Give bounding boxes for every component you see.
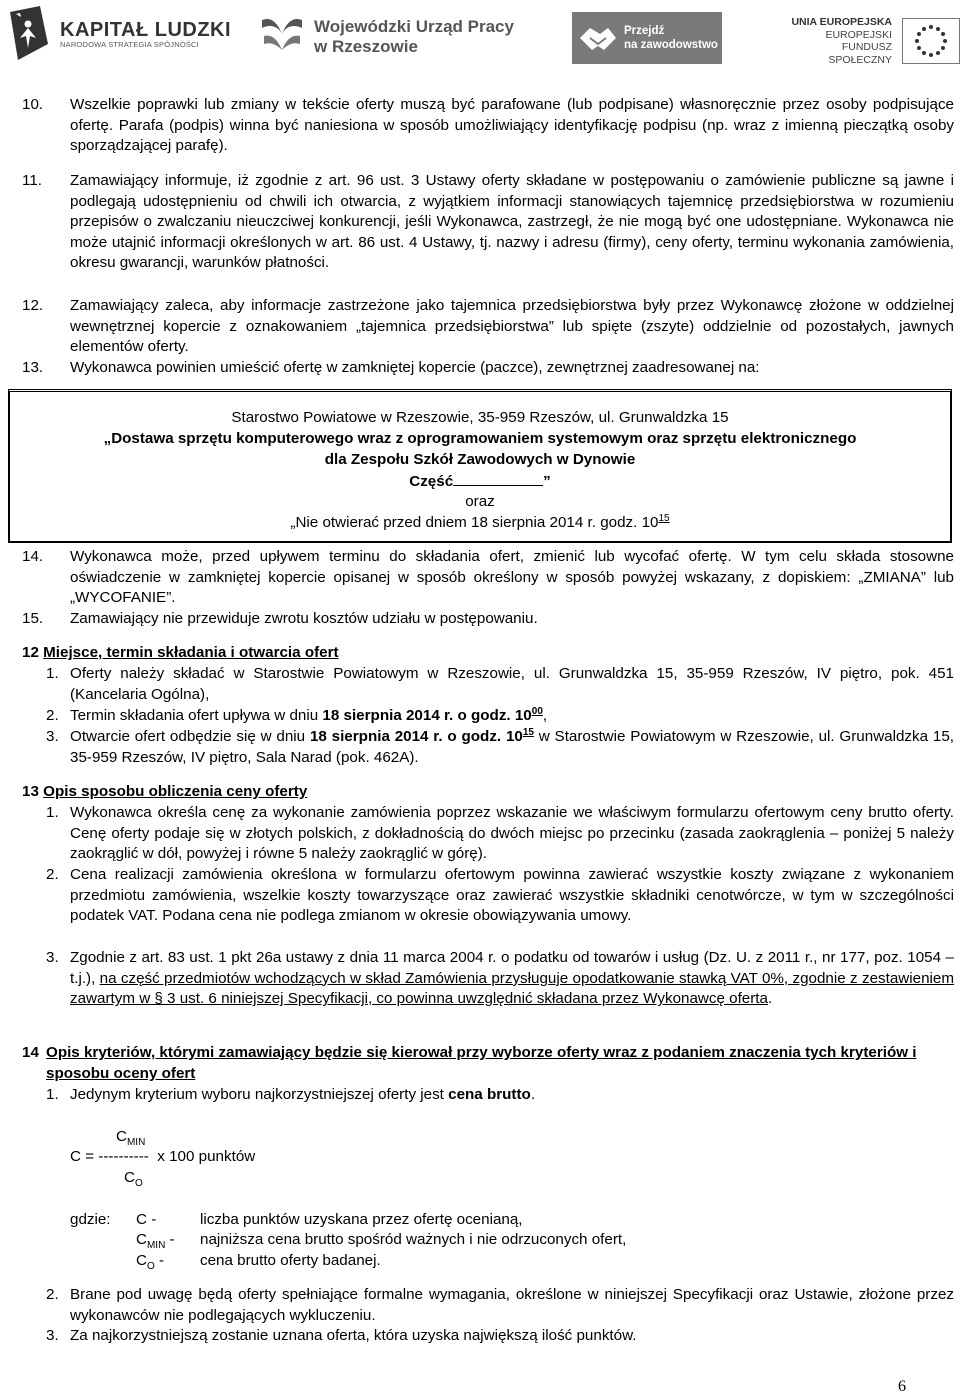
list-number: 15. [22, 610, 44, 627]
section-title: Miejsce, termin składania i otwarcia ofert [43, 644, 339, 661]
formula-c: C [124, 1169, 135, 1186]
list-number: 3. [46, 1327, 59, 1344]
kapital-ludzki-title: KAPITAŁ LUDZKI [60, 18, 232, 41]
vat-post: . [767, 990, 773, 1008]
list-number: 12. [22, 297, 44, 314]
section-number: 14 [22, 1044, 39, 1061]
section-14-item-3 [46, 1326, 954, 1347]
envelope-notice-sup: 15 [658, 512, 670, 524]
pnz-line2: na zawodowstwo [624, 39, 718, 51]
list-text: Brane pod uwagę będą oferty spełniające formalne wymagania, określone w niniejszej Specyfikacji oraz Ustawie, złożone przez wykonawców nie podlegających wykluczeniu. [70, 1286, 954, 1324]
section-14-heading [22, 1043, 954, 1084]
formula-sub: O [134, 1178, 143, 1190]
eu-line3: FUNDUSZ SPOŁECZNY [828, 41, 892, 66]
eu-flag-icon [902, 18, 960, 64]
formula-equation: C = ---------- x 100 punktów [70, 1148, 256, 1165]
page-header [0, 0, 960, 85]
envelope-notice-text: „Nie otwierać przed dniem 18 sierpnia 2014 r. godz. 10 [290, 514, 659, 531]
wup-line2: w Rzeszowie [314, 37, 418, 56]
list-number: 10. [22, 96, 44, 113]
envelope-label-box [8, 389, 952, 543]
section-12-item-3 [46, 727, 954, 768]
formula-sub: MIN [126, 1137, 146, 1149]
envelope-part-blank [453, 471, 543, 486]
kapital-ludzki-subtitle: NARODOWA STRATEGIA SPÓJNOŚCI [60, 39, 199, 49]
legend-dash: - [154, 1252, 165, 1269]
eu-logo [780, 16, 960, 66]
list-number: 1. [46, 804, 59, 821]
section-number: 12 [22, 644, 39, 661]
criterion-text: Jedynym kryterium wyboru najkorzystniejszej oferty jest [70, 1086, 449, 1103]
vat-text: Zgodnie z art. 83 ust. 1 pkt 26a ustawy z dnia 11 marca 2004 r. o podatku od towarów i usług (Dz. U. z 2011 r., nr 177, poz. 1054 – t.j.), [70, 949, 954, 987]
envelope-title-line1: „Dostawa sprzętu komputerowego wraz z oprogramowaniem systemowym oraz sprzętu elektronicznego [103, 430, 857, 447]
section-title: Opis kryteriów, którymi zamawiający będzie się kierował przy wyborze oferty wraz z podaniem znaczenia tych kryteriów i sposobu oceny ofert [46, 1044, 917, 1082]
section-13-item-1 [46, 803, 954, 865]
list-text: Wykonawca powinien umieścić ofertę w zamkniętej kopercie (paczce), zewnętrznej zaadresowanej na: [70, 359, 760, 376]
legend-desc-3: cena brutto oferty badanej. [200, 1252, 381, 1269]
opening-minutes: 15 [522, 726, 534, 738]
przejdz-na-zawodowstwo-logo [572, 12, 722, 64]
eu-line1: UNIA EUROPEJSKA [791, 16, 892, 28]
envelope-part [10, 471, 950, 492]
deadline-date: 18 sierpnia 2014 r. o godz. 10 [322, 707, 532, 724]
deadline-text: Termin składania ofert upływa w dniu [70, 707, 323, 724]
section-13-item-2 [46, 865, 954, 927]
page-number: 6 [898, 1378, 906, 1395]
legend-desc-2: najniższa cena brutto spośród ważnych i nie odrzuconych ofert, [200, 1231, 627, 1248]
envelope-title-line2: dla Zespołu Szkół Zawodowych w Dynowie [324, 451, 636, 468]
list-number: 3. [46, 728, 59, 745]
section-12-heading [22, 643, 954, 664]
formula-where-label: gdzie: [70, 1211, 111, 1228]
list-text: Wykonawca może, przed upływem terminu do składania ofert, zmienić lub wycofać ofertę. W tym celu składa stosowne oświadczenie w zamkniętej kopercie opisanej w sposób określony w sposób powyżej wskazany, z dopiskiem: „ZMIANA” lub „WYCOFANIE”. [70, 548, 954, 607]
legend-c: C [136, 1252, 147, 1269]
section-13-heading [22, 782, 954, 803]
list-item-10 [22, 95, 954, 157]
section-12-item-2 [46, 706, 954, 727]
list-number: 11. [22, 172, 42, 189]
envelope-part-close: ” [543, 473, 551, 490]
list-number: 1. [46, 1086, 59, 1103]
opening-date: 18 sierpnia 2014 r. o godz. 10 [309, 728, 523, 745]
criterion-post: . [530, 1086, 536, 1103]
criterion-bold: cena brutto [448, 1086, 531, 1103]
pnz-line1: Przejdź [624, 24, 665, 37]
envelope-oraz: oraz [465, 493, 495, 510]
list-text: Wszelkie poprawki lub zmiany w tekście oferty muszą być parafowane (lub podpisane) własnoręcznie przez osoby podpisujące ofertę. Parafa (podpis) winna być naniesiona w sposób umożliwiający identyfikację podpisu (np. wraz z imienną pieczątką osoby sporządzającej parafę). [70, 96, 954, 155]
section-12-item-1 [46, 664, 954, 705]
list-text: Cena realizacji zamówienia określona w formularzu ofertowym powinna zawierać wszystkie koszty związane z wykonaniem przedmiotu zamówienia, wszelkie koszty towarzyszące oraz zawierać wszystkie składniki cenotwórcze, w tym w szczególności podatek VAT. Podana cena nie podlega zmianom w okresie obowiązywania umowy. [70, 866, 954, 925]
list-number: 2. [46, 1286, 59, 1303]
legend-sym-2 [136, 1231, 175, 1252]
formula-denominator [124, 1169, 143, 1190]
eu-line2: EUROPEJSKI [825, 28, 892, 41]
wup-logo [258, 14, 514, 60]
list-item-15 [22, 609, 954, 630]
kapital-ludzki-emblem-icon [6, 4, 52, 64]
list-item-14 [22, 547, 954, 609]
opening-post: w Starostwie Powiatowym w Rzeszowie, ul. Grunwaldzka 15, 35-959 Rzeszów, IV piętro, Sala Narad (pok. 462A). [70, 728, 954, 766]
list-item-13 [22, 358, 954, 379]
list-item-12 [22, 296, 954, 358]
formula-numerator [116, 1128, 146, 1149]
envelope-part-label: Część [409, 473, 454, 490]
legend-c: C [136, 1231, 147, 1248]
section-14-item-2 [46, 1285, 954, 1326]
legend-sym-3 [136, 1252, 165, 1273]
handshake-icon [578, 20, 618, 56]
list-number: 2. [46, 707, 59, 724]
envelope-address: Starostwo Powiatowe w Rzeszowie, 35-959 Rzeszów, ul. Grunwaldzka 15 [231, 409, 729, 426]
list-text: Zamawiający informuje, iż zgodnie z art. 96 ust. 3 Ustawy oferty składane w postępowaniu o zamówienie publiczne są jawne i podlegają udostępnieniu od chwili ich otwarcia, z wyjątkiem informacji stanowiących tajemnicę przedsiębiorstwa w rozumieniu przepisów o zwalczaniu nieuczciwej konkurencji, jeśli Wykonawca, zastrzegł, że nie mogą być one udostępniane. Wykonawca nie może utajnić informacji określonych w art. 86 ust. 4 Ustawy, tj. nazwy i adresu (firmy), ceny oferty, terminu wykonania zamówienia, okresu gwarancji, warunków płatności. [70, 172, 954, 272]
section-number: 13 [22, 783, 39, 800]
section-14-item-1 [46, 1085, 954, 1106]
section-13-item-3 [46, 948, 954, 1010]
wup-emblem-icon [258, 14, 306, 60]
list-number: 14. [22, 548, 44, 565]
legend-dash: - [165, 1231, 175, 1248]
list-number: 3. [46, 949, 59, 966]
opening-text: Otwarcie ofert odbędzie się w dniu [70, 728, 310, 745]
formula-c: C [116, 1128, 127, 1145]
deadline-minutes: 00 [531, 705, 543, 717]
legend-sym-1: C - [136, 1211, 157, 1228]
list-item-11 [22, 171, 954, 274]
kapital-ludzki-logo [6, 4, 231, 64]
list-number: 2. [46, 866, 59, 883]
legend-sub: O [146, 1261, 155, 1273]
list-text: Zamawiający zaleca, aby informacje zastrzeżone jako tajemnica przedsiębiorstwa były przez Wykonawcę złożone w oddzielnej wewnętrznej kopercie z oznakowaniem „tajemnica przedsiębiorstwa” lub spięte (zszyte) oddzielnie od pozostałych, jawnych elementów oferty. [70, 297, 954, 356]
deadline-post: , [542, 707, 548, 724]
section-title: Opis sposobu obliczenia ceny oferty [43, 783, 308, 800]
legend-desc-1: liczba punktów uzyskana przez ofertę ocenianą, [200, 1211, 523, 1228]
list-number: 13. [22, 359, 44, 376]
list-number: 1. [46, 665, 59, 682]
list-text: Wykonawca określa cenę za wykonanie zamówienia poprzez wskazanie we właściwym formularzu ofertowym ceny brutto oferty. Cenę oferty podaje się w złotych polskich, z dokładnością do dwóch miejsc po przecinku (zasada zaokrąglenia – poniżej 5 należy zaokrąglić w dół, powyżej i równe 5 należy zaokrąglić w górę). [70, 804, 954, 863]
vat-underlined: na część przedmiotów wchodzących w skład Zamówienia przysługuje opodatkowanie stawką VAT 0%, zgodnie z zestawieniem zawartym w § 3 ust. 6 niniejszej Specyfikacji, co powinna uwzględnić składana przez Wykonawcę oferta [70, 969, 954, 1008]
legend-sub: MIN [146, 1240, 166, 1252]
list-text: Zamawiający nie przewiduje zwrotu kosztów udziału w postępowaniu. [70, 610, 538, 627]
wup-line1: Wojewódzki Urząd Pracy [314, 17, 514, 37]
envelope-notice [10, 513, 950, 533]
list-text: Za najkorzystniejszą zostanie uznana oferta, która uzyska największą ilość punktów. [70, 1327, 637, 1344]
list-text: Oferty należy składać w Starostwie Powiatowym w Rzeszowie, ul. Grunwaldzka 15, 35-959 Rzeszów, IV piętro, pok. 451 (Kancelaria Ogólna), [70, 665, 954, 703]
